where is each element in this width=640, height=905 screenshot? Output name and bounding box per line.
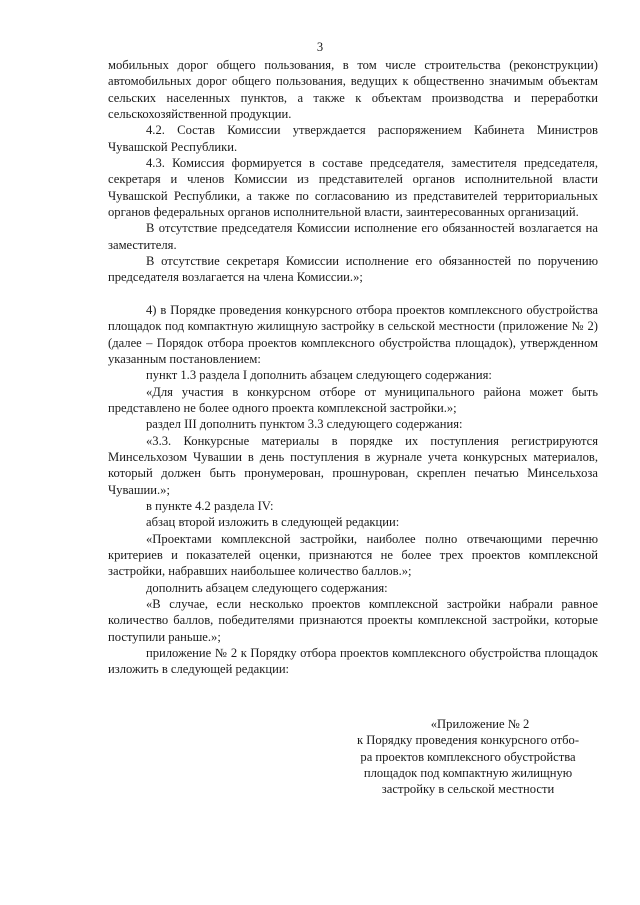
- appendix-line: ра проектов комплексного обустройства: [360, 749, 576, 764]
- document-body: [108, 57, 598, 678]
- paragraph: «3.3. Конкурсные материалы в порядке их поступления регистрируются Минсельхозом Чувашии в день поступления в журнале учета конкурсных материалов, который должен быть пронумерован, прошнурован, скреплен печатью Минсельхоза Чувашии.»;: [108, 433, 598, 497]
- paragraph: «Проектами комплексной застройки, наиболее полно отвечающими перечню критериев и показателей оценки, признаются не более трех проектов комплексной застройки, набравших наибольшее количество баллов.»;: [108, 531, 598, 579]
- appendix-heading: [336, 716, 600, 798]
- appendix-line: застройку в сельской местности: [381, 782, 555, 797]
- paragraph: 4.2. Состав Комиссии утверждается распоряжением Кабинета Министров Чувашской Республики.: [108, 123, 598, 154]
- page-number: 3: [316, 40, 324, 54]
- paragraph: приложение № 2 к Порядку отбора проектов комплексного обустройства площадок изложить в следующей редакции:: [108, 646, 598, 677]
- paragraph: 4.3. Комиссия формируется в составе председателя, заместителя председателя, секретаря и членов Комиссии из представителей органов исполнительной власти Чувашской Республики, а также по согласованию из представителей территориальных органов федеральных органов исполнительной власти, заинтересованных организаций.: [108, 156, 598, 220]
- appendix-line: к Порядку проведения конкурсного отбо-: [356, 733, 580, 748]
- paragraph: абзац второй изложить в следующей редакции:: [146, 515, 400, 530]
- paragraph: пункт 1.3 раздела I дополнить абзацем следующего содержания:: [146, 368, 492, 383]
- paragraph: «Для участия в конкурсном отборе от муниципального района может быть представлено не более одного проекта комплексной застройки.»;: [108, 384, 598, 415]
- paragraph: 4) в Порядке проведения конкурсного отбора проектов комплексного обустройства площадок под компактную жилищную застройку в сельской местности (приложение № 2) (далее – Порядок отбора проектов комплексного обустройства площадок), утвержденном указанным постановлением:: [108, 302, 598, 366]
- paragraph: «В случае, если несколько проектов комплексной застройки набрали равное количество баллов, победителями признаются проекты комплексной застройки, которые поступили раньше.»;: [108, 597, 598, 644]
- paragraph: раздел III дополнить пунктом 3.3 следующего содержания:: [146, 417, 463, 432]
- paragraph: мобильных дорог общего пользования, в том числе строительства (реконструкции) автомобильных дорог общего пользования, ведущих к общественно значимым объектам сельских населенных пунктов, а также к объектам производства и переработки сельскохозяйственной продукции.: [108, 58, 598, 122]
- appendix-title: «Приложение № 2: [430, 717, 530, 731]
- paragraph: дополнить абзацем следующего содержания:: [146, 580, 388, 595]
- appendix-line: площадок под компактную жилищную: [363, 766, 573, 781]
- paragraph: В отсутствие секретаря Комиссии исполнение его обязанностей по поручению председателя возлагается на члена Комиссии.»;: [108, 254, 598, 285]
- paragraph: в пункте 4.2 раздела IV:: [146, 498, 274, 513]
- paragraph: В отсутствие председателя Комиссии исполнение его обязанностей возлагается на заместителя.: [108, 221, 598, 252]
